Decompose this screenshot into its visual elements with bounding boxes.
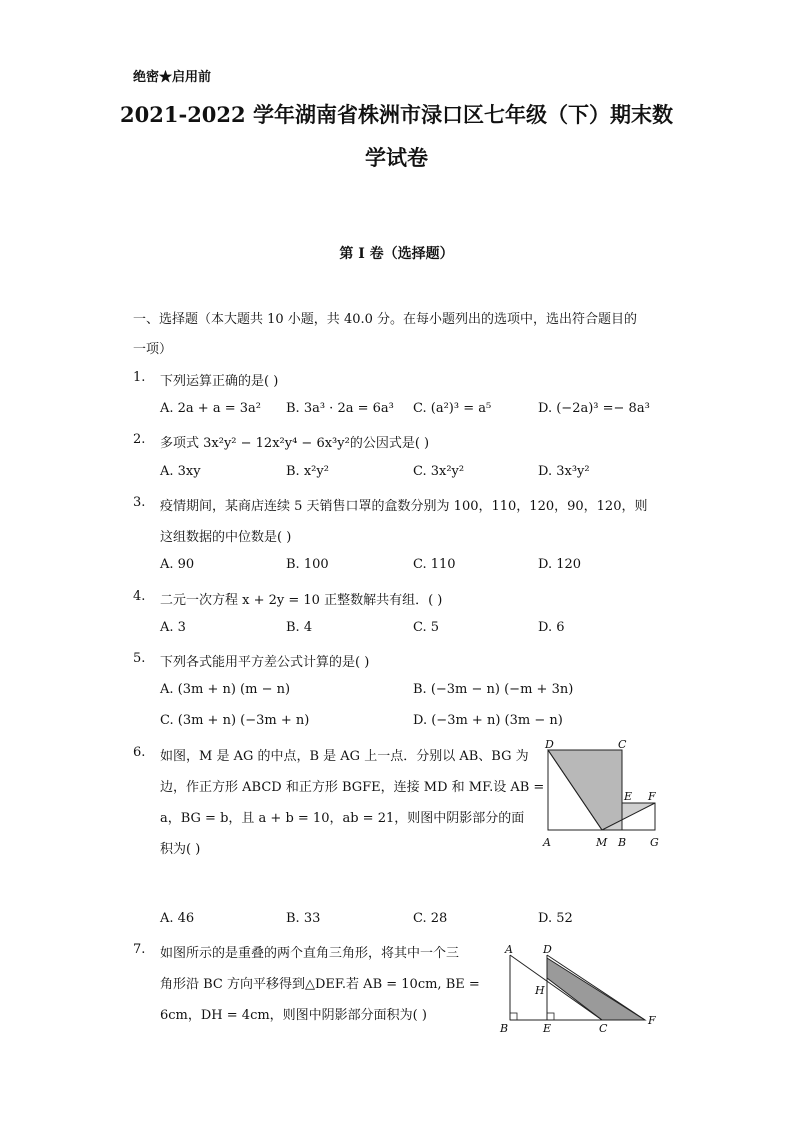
question-3-option-d: D. 120 xyxy=(538,557,582,572)
question-5-stem: 下列各式能用平方差公式计算的是( ) xyxy=(160,655,370,670)
question-6-option-d: D. 52 xyxy=(538,911,573,926)
question-2-option-c: C. 3x²y² xyxy=(413,464,465,479)
question-2-option-a: A. 3xy xyxy=(160,464,201,479)
fig7-label-b: B xyxy=(500,1022,509,1035)
exam-title-line2: 学试卷 xyxy=(365,145,428,170)
question-1-stem: 下列运算正确的是( ) xyxy=(160,374,279,389)
fig6-label-c: C xyxy=(618,740,627,751)
fig6-label-d: D xyxy=(545,740,554,751)
question-3-option-b: B. 100 xyxy=(286,557,329,572)
question-1-option-c: C. (a²)³ = a⁵ xyxy=(413,401,492,416)
confidential-mark: 绝密★启用前 xyxy=(133,70,212,85)
section-instructions-line1: 一、选择题（本大题共 10 小题，共 40.0 分。在每小题列出的选项中，选出符合题目的 xyxy=(133,312,638,327)
question-2-number: 2. xyxy=(133,432,146,447)
section-instructions-line2: 一项） xyxy=(133,342,173,357)
question-1-option-d: D. (−2a)³ =− 8a³ xyxy=(538,401,650,416)
part-heading: 第 I 卷（选择题） xyxy=(339,246,454,262)
question-6-option-a: A. 46 xyxy=(160,911,195,926)
question-5-option-a: A. (3m + n) (m − n) xyxy=(160,682,291,697)
question-6-stem-line1: 如图，M 是 AG 的中点，B 是 AG 上一点．分别以 AB、BG 为 xyxy=(160,749,529,764)
question-4-option-b: B. 4 xyxy=(286,620,313,635)
fig6-label-e: E xyxy=(624,790,633,803)
question-4-option-d: D. 6 xyxy=(538,620,565,635)
question-4-option-c: C. 5 xyxy=(413,620,440,635)
question-4-stem: 二元一次方程 x + 2y = 10 正整数解共有组．( ) xyxy=(160,593,443,608)
question-7-stem-line3: 6cm，DH = 4cm，则图中阴影部分面积为( ) xyxy=(160,1008,427,1023)
fig7-label-e: E xyxy=(543,1022,552,1035)
question-7-number: 7. xyxy=(133,942,146,957)
question-6-figure xyxy=(540,740,665,852)
fig7-label-a: A xyxy=(505,943,513,956)
question-6-stem-line3: a，BG = b，且 a + b = 10，ab = 21，则图中阴影部分的面 xyxy=(160,811,525,826)
question-3-option-a: A. 90 xyxy=(160,557,195,572)
question-1-number: 1. xyxy=(133,370,146,385)
fig7-label-d: D xyxy=(543,943,552,956)
question-1-option-a: A. 2a + a = 3a² xyxy=(160,401,261,416)
question-5-option-c: C. (3m + n) (−3m + n) xyxy=(160,713,310,728)
question-4-number: 4. xyxy=(133,589,146,604)
fig6-label-a: A xyxy=(543,836,551,849)
question-4-option-a: A. 3 xyxy=(160,620,186,635)
question-6-stem-line2: 边，作正方形 ABCD 和正方形 BGFE，连接 MD 和 MF.设 AB = xyxy=(160,780,545,795)
question-5-option-d: D. (−3m + n) (3m − n) xyxy=(413,713,563,728)
fig7-label-h: H xyxy=(535,984,545,997)
question-1-option-b: B. 3a³ · 2a = 6a³ xyxy=(286,401,394,416)
question-2-option-b: B. x²y² xyxy=(286,464,329,479)
question-3-stem-line1: 疫情期间，某商店连续 5 天销售口罩的盒数分别为 100，110，120，90，120，则 xyxy=(160,499,648,514)
fig6-label-m: M xyxy=(596,836,608,849)
question-5-number: 5. xyxy=(133,651,146,666)
exam-title-line1: 2021-2022 学年湖南省株洲市渌口区七年级（下）期末数 xyxy=(120,102,673,127)
question-6-option-b: B. 33 xyxy=(286,911,321,926)
question-6-option-c: C. 28 xyxy=(413,911,448,926)
question-3-number: 3. xyxy=(133,495,146,510)
question-2-option-d: D. 3x³y² xyxy=(538,464,590,479)
question-3-stem-line2: 这组数据的中位数是( ) xyxy=(160,530,292,545)
fig7-label-c: C xyxy=(599,1022,608,1035)
question-5-option-b: B. (−3m − n) (−m + 3n) xyxy=(413,682,574,697)
question-7-stem-line1: 如图所示的是重叠的两个直角三角形，将其中一个三 xyxy=(160,946,460,961)
fig6-label-g: G xyxy=(650,836,659,849)
question-7-stem-line2: 角形沿 BC 方向平移得到△DEF.若 AB = 10cm, BE = xyxy=(160,977,480,992)
fig6-label-f: F xyxy=(648,790,656,803)
question-6-number: 6. xyxy=(133,745,146,760)
question-2-stem: 多项式 3x²y² − 12x²y⁴ − 6x³y²的公因式是( ) xyxy=(160,436,430,451)
question-3-option-c: C. 110 xyxy=(413,557,456,572)
fig6-label-b: B xyxy=(618,836,627,849)
question-6-stem-line4: 积为( ) xyxy=(160,842,201,857)
question-7-figure xyxy=(495,943,665,1038)
fig7-label-f: F xyxy=(648,1014,656,1027)
